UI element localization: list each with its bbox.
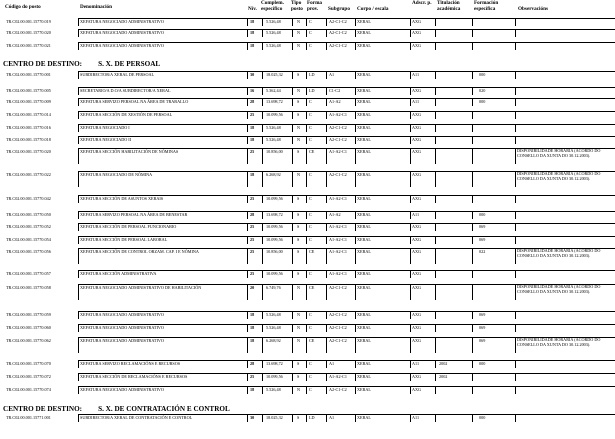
cell-subgrupo: A2-C1-C2 bbox=[329, 30, 347, 35]
table-row bbox=[0, 171, 615, 187]
cell-forma: C bbox=[309, 312, 312, 317]
cell-observacions: DISPOÑIBILIDADE HORARIA (ACORDO DO CONSELLO DA XUNTA DO 30.12.2003). bbox=[517, 248, 601, 258]
cell-adscripcion: AXG bbox=[412, 125, 422, 130]
cell-corpo: XERAL bbox=[357, 312, 371, 317]
cell-corpo: XERAL bbox=[357, 137, 371, 142]
cell-tipo: N bbox=[297, 338, 301, 343]
cell-denominacion: XEFATURA SECCIÓN DE ASUNTOS XERAIS bbox=[80, 196, 164, 201]
cell-observacions: DISPOÑIBILIDADE HORARIA (ACORDO DO CONSELLO DA XUNTA DO 30.12.2003). bbox=[517, 171, 601, 181]
header-formacion: Formación específica bbox=[474, 0, 499, 12]
cell-forma: CE bbox=[309, 285, 315, 290]
cell-subgrupo: A1-A2-C1 bbox=[329, 149, 347, 154]
section-name: S. X. DE PERSOAL bbox=[98, 60, 161, 68]
table-row bbox=[0, 248, 615, 264]
cell-codigo: TR.C02.00.001.15770.056 bbox=[6, 249, 51, 254]
cell-nivel: 28 bbox=[250, 361, 255, 366]
table-row bbox=[0, 211, 615, 219]
cell-subgrupo: A1-A2-C1 bbox=[329, 112, 347, 117]
cell-denominacion: XEFATURA NEGOCIADO ADMINISTRATIVO bbox=[80, 387, 164, 392]
cell-subgrupo: A2-C1-C2 bbox=[329, 338, 347, 343]
table-row bbox=[0, 324, 615, 332]
cell-corpo: XERAL bbox=[357, 196, 371, 201]
cell-nivel: 18 bbox=[250, 137, 255, 142]
cell-subgrupo: A2-C1-C2 bbox=[329, 43, 347, 48]
cell-nivel: 18 bbox=[250, 30, 255, 35]
cell-complemento: 5.526,48 bbox=[266, 19, 281, 24]
cell-subgrupo: A2-C1-C2 bbox=[329, 285, 347, 290]
cell-tipo: N bbox=[297, 137, 301, 142]
cell-subgrupo: A1-A2 bbox=[329, 99, 341, 104]
cell-subgrupo: A1 bbox=[329, 415, 335, 420]
table-row bbox=[0, 236, 615, 244]
cell-complemento: 10.099,56 bbox=[266, 271, 283, 276]
section-heading bbox=[3, 60, 160, 68]
cell-formacion: 000 bbox=[479, 415, 486, 420]
cell-denominacion: XEFATURA SECCIÓN DE PERSOAL LABORAL bbox=[80, 237, 168, 242]
cell-codigo: TR.C02.00.001.15770.059 bbox=[6, 312, 51, 317]
table-row bbox=[0, 270, 615, 278]
cell-codigo: TR.C02.00.001.15770.054 bbox=[6, 237, 51, 242]
cell-codigo: TR.C02.00.001.15770.062 bbox=[6, 338, 51, 343]
cell-complemento: 5.526,48 bbox=[266, 387, 281, 392]
cell-complemento: 5.362,44 bbox=[266, 88, 281, 93]
cell-complemento: 5.526,48 bbox=[266, 125, 281, 130]
cell-codigo: TR.C02.00.001.15771.001 bbox=[6, 415, 51, 420]
cell-tipo: S bbox=[297, 374, 300, 379]
cell-corpo: XERAL bbox=[357, 387, 371, 392]
cell-codigo: TR.C02.00.001.15770.005 bbox=[6, 88, 51, 93]
cell-complemento: 10.856,00 bbox=[266, 149, 283, 154]
cell-forma: C bbox=[309, 196, 312, 201]
cell-subgrupo: A2-C1-C2 bbox=[329, 125, 347, 130]
cell-adscripcion: AXG bbox=[412, 374, 422, 379]
cell-forma: C bbox=[309, 212, 312, 217]
cell-forma: C bbox=[309, 112, 312, 117]
cell-codigo: TR.C02.00.001.15770.022 bbox=[6, 172, 51, 177]
cell-codigo: TR.C02.00.001.15770.058 bbox=[6, 285, 51, 290]
cell-adscripcion: AXG bbox=[412, 285, 422, 290]
cell-formacion: 069 bbox=[479, 224, 486, 229]
cell-subgrupo: A2-C1-C2 bbox=[329, 19, 347, 24]
header-corpo: Corpo / escala bbox=[357, 6, 389, 12]
cell-denominacion: SECRETARIO/A D.O/A SUBDIRECTOR/A XERAL bbox=[80, 88, 171, 93]
cell-tipo: N bbox=[297, 172, 301, 177]
cell-denominacion: XEFATURA SERVIZO PERSOAL NA ÁREA DE TRABALLO bbox=[80, 99, 189, 104]
cell-tipo: S bbox=[297, 415, 300, 420]
cell-complemento: 18.025,32 bbox=[266, 72, 283, 77]
cell-corpo: XERAL bbox=[357, 72, 371, 77]
table-row bbox=[0, 111, 615, 119]
cell-subgrupo: A1-A2-C1 bbox=[329, 249, 347, 254]
cell-nivel: 25 bbox=[250, 249, 255, 254]
cell-denominacion: XEFATURA SECCIÓN DE PERSOAL FUNCIONARIO bbox=[80, 224, 177, 229]
header-codigo: Código do posto bbox=[5, 4, 41, 10]
cell-tipo: N bbox=[297, 387, 301, 392]
cell-corpo: XERAL bbox=[357, 285, 371, 290]
table-row bbox=[0, 136, 615, 144]
cell-forma: LD bbox=[309, 88, 315, 93]
header-observacions: Observacións bbox=[518, 6, 548, 12]
cell-corpo: XERAL bbox=[357, 338, 371, 343]
cell-corpo: XERAL bbox=[357, 374, 371, 379]
cell-tipo: S bbox=[297, 271, 300, 276]
cell-complemento: 6.268,92 bbox=[266, 338, 281, 343]
cell-denominacion: XEFATURA SECCIÓN HABILITACIÓN DE NÓMINAS bbox=[80, 149, 179, 154]
cell-forma: C bbox=[309, 374, 312, 379]
cell-codigo: TR.C02.00.001.15770.070 bbox=[6, 361, 51, 366]
cell-forma: C bbox=[309, 137, 312, 142]
cell-corpo: XERAL bbox=[357, 149, 371, 154]
table-row bbox=[0, 71, 615, 79]
cell-forma: C bbox=[309, 361, 312, 366]
cell-denominacion: XEFATURA NEGOCIADO ADMINISTRATIVO bbox=[80, 312, 164, 317]
cell-codigo: TR.C02.00.001.15770.052 bbox=[6, 224, 51, 229]
cell-observacions: DISPOÑIBILIDADE HORARIA (ACORDO DO CONSELLO DA XUNTA DO 30.12.2003). bbox=[517, 284, 601, 294]
cell-nivel: 18 bbox=[250, 125, 255, 130]
section-heading bbox=[3, 405, 230, 413]
cell-subgrupo: A2-C1-C2 bbox=[329, 312, 347, 317]
cell-nivel: 25 bbox=[250, 196, 255, 201]
cell-formacion: 069 bbox=[479, 312, 486, 317]
header-complemento: Complem. específico bbox=[261, 0, 284, 12]
cell-subgrupo: A1-A2-C1 bbox=[329, 224, 347, 229]
cell-complemento: 13.698,72 bbox=[266, 361, 283, 366]
table-row bbox=[0, 223, 615, 231]
cell-adscripcion: A11 bbox=[412, 415, 420, 420]
cell-tipo: N bbox=[297, 30, 301, 35]
cell-formacion: 069 bbox=[479, 237, 486, 242]
cell-complemento: 10.099,56 bbox=[266, 196, 283, 201]
cell-adscripcion: A11 bbox=[412, 99, 420, 104]
table-row bbox=[0, 337, 615, 353]
cell-complemento: 6.749,76 bbox=[266, 285, 281, 290]
cell-tipo: S bbox=[297, 72, 300, 77]
cell-nivel: 18 bbox=[250, 387, 255, 392]
cell-observacions: DISPOÑIBILIDADE HORARIA (ACORDO DO CONSELLO DA XUNTA DO 30.12.2003). bbox=[517, 148, 601, 158]
cell-adscripcion: AXG bbox=[412, 325, 422, 330]
cell-adscripcion: AXG bbox=[412, 338, 422, 343]
cell-corpo: XERAL bbox=[357, 172, 371, 177]
cell-tipo: N bbox=[297, 43, 301, 48]
cell-corpo: XERAL bbox=[357, 224, 371, 229]
cell-nivel: 30 bbox=[250, 415, 255, 420]
cell-forma: LD bbox=[309, 72, 315, 77]
table-row bbox=[0, 124, 615, 132]
cell-tipo: S bbox=[297, 361, 300, 366]
cell-tipo: N bbox=[297, 312, 301, 317]
cell-codigo: TR.C02.00.001.15770.020 bbox=[6, 149, 51, 154]
cell-adscripcion: A11 bbox=[412, 72, 420, 77]
cell-denominacion: XEFATURA SERVIZO RECLAMACIÓNS E RECURSOS bbox=[80, 361, 181, 366]
cell-denominacion: XEFATURA NEGOCIADO II bbox=[80, 137, 132, 142]
table-row bbox=[0, 284, 615, 300]
cell-titulacion: 2002 bbox=[439, 361, 448, 366]
cell-forma: C bbox=[309, 387, 312, 392]
cell-codigo: TR.C02.00.001.15770.074 bbox=[6, 387, 51, 392]
cell-tipo: N bbox=[297, 125, 301, 130]
cell-formacion: 000 bbox=[479, 361, 486, 366]
cell-denominacion: XEFATURA SECCIÓN DE CONTROL ORZAM. CAP. I E NÓMINA bbox=[80, 249, 199, 254]
cell-corpo: XERAL bbox=[357, 125, 371, 130]
cell-nivel: 18 bbox=[250, 43, 255, 48]
cell-forma: C bbox=[309, 19, 312, 24]
cell-denominacion: XEFATURA NEGOCIADO ADMINISTRATIVO bbox=[80, 43, 164, 48]
cell-complemento: 5.526,48 bbox=[266, 312, 281, 317]
section-name: S. X. DE CONTRATACIÓN E CONTROL bbox=[98, 405, 230, 413]
cell-nivel: 18 bbox=[250, 338, 255, 343]
cell-tipo: S bbox=[297, 99, 300, 104]
cell-corpo: XERAL bbox=[357, 415, 371, 420]
cell-denominacion: XEFATURA NEGOCIADO ADMINISTRATIVO bbox=[80, 30, 164, 35]
cell-nivel: 25 bbox=[250, 237, 255, 242]
cell-adscripcion: AXG bbox=[412, 19, 422, 24]
cell-adscripcion: AXG bbox=[412, 149, 422, 154]
cell-corpo: XERAL bbox=[357, 43, 371, 48]
cell-denominacion: XEFATURA SECCIÓN DE XESTIÓN DE PERSOAL bbox=[80, 112, 173, 117]
cell-codigo: TR.C02.00.001.15770.072 bbox=[6, 374, 51, 379]
table-row bbox=[0, 98, 615, 106]
cell-nivel: 25 bbox=[250, 112, 255, 117]
cell-complemento: 10.099,56 bbox=[266, 112, 283, 117]
header-tipo: Tipo posto bbox=[291, 0, 303, 12]
cell-denominacion: XEFATURA NEGOCIADO I bbox=[80, 125, 130, 130]
cell-subgrupo: A2-C1-C2 bbox=[329, 387, 347, 392]
cell-nivel: 30 bbox=[250, 72, 255, 77]
cell-denominacion: XEFATURA NEGOCIADO DE NÓMINA bbox=[80, 172, 153, 177]
cell-adscripcion: AXG bbox=[412, 137, 422, 142]
cell-nivel: 25 bbox=[250, 149, 255, 154]
cell-adscripcion: A11 bbox=[412, 212, 420, 217]
cell-adscripcion: AXG bbox=[412, 312, 422, 317]
cell-nivel: 16 bbox=[250, 88, 255, 93]
cell-codigo: TR.C02.00.001.15770.020 bbox=[6, 30, 51, 35]
cell-tipo: N bbox=[297, 285, 301, 290]
cell-codigo: TR.C02.00.001.15770.014 bbox=[6, 112, 51, 117]
cell-adscripcion: AXG bbox=[412, 196, 422, 201]
cell-corpo: XERAL bbox=[357, 30, 371, 35]
cell-nivel: 28 bbox=[250, 99, 255, 104]
table-row bbox=[0, 18, 615, 26]
cell-tipo: S bbox=[297, 149, 300, 154]
table-row bbox=[0, 414, 615, 422]
cell-forma: CE bbox=[309, 249, 315, 254]
cell-denominacion: XEFATURA SECCIÓN DE RECLAMACIÓNS E RECURSOS bbox=[80, 374, 188, 379]
cell-formacion: 069 bbox=[479, 325, 486, 330]
cell-tipo: N bbox=[297, 19, 301, 24]
cell-complemento: 10.099,56 bbox=[266, 374, 283, 379]
cell-complemento: 5.526,48 bbox=[266, 325, 281, 330]
cell-forma: CE bbox=[309, 338, 315, 343]
header-forma: Forma prov. bbox=[307, 0, 322, 12]
cell-adscripcion: AXG bbox=[412, 43, 422, 48]
cell-denominacion: SUBDIRECTOR/A XERAL DE CONTRATACIÓN E CONTROL bbox=[80, 415, 193, 420]
cell-codigo: TR.C02.00.001.15770.001 bbox=[6, 72, 51, 77]
table-row bbox=[0, 42, 615, 50]
cell-codigo: TR.C02.00.001.15770.057 bbox=[6, 271, 51, 276]
header-adscripcion: Adscr. p. bbox=[412, 0, 432, 6]
cell-subgrupo: A1 bbox=[329, 72, 335, 77]
cell-corpo: XERAL bbox=[357, 325, 371, 330]
cell-subgrupo: C1-C2 bbox=[329, 88, 341, 93]
cell-adscripcion: AXG bbox=[412, 224, 422, 229]
cell-subgrupo: A2-C1-C2 bbox=[329, 172, 347, 177]
cell-forma: C bbox=[309, 271, 312, 276]
header-denominacion: Denominación bbox=[80, 4, 112, 10]
cell-denominacion: XEFATURA NEGOCIADO ADMINISTRATIVO bbox=[80, 325, 164, 330]
header-nivel: Nív. bbox=[248, 6, 257, 12]
cell-complemento: 5.526,48 bbox=[266, 137, 281, 142]
cell-tipo: S bbox=[297, 212, 300, 217]
table-row bbox=[0, 373, 615, 381]
cell-tipo: N bbox=[297, 88, 301, 93]
cell-codigo: TR.C02.00.001.15770.042 bbox=[6, 196, 51, 201]
cell-formacion: 000 bbox=[479, 212, 486, 217]
cell-titulacion: 2002 bbox=[439, 374, 448, 379]
section-label: CENTRO DE DESTINO: bbox=[3, 60, 83, 68]
cell-forma: C bbox=[309, 325, 312, 330]
table-row bbox=[0, 386, 615, 394]
cell-complemento: 13.698,72 bbox=[266, 212, 283, 217]
cell-denominacion: XEFATURA NEGOCIADO ADMINISTRATIVO bbox=[80, 338, 164, 343]
cell-adscripcion: AXG bbox=[412, 30, 422, 35]
cell-subgrupo: A1-A2-C1 bbox=[329, 374, 347, 379]
cell-tipo: S bbox=[297, 237, 300, 242]
table-row bbox=[0, 311, 615, 319]
cell-tipo: S bbox=[297, 112, 300, 117]
cell-denominacion: XEFATURA NEGOCIADO ADMINISTRATIVO DE HABILITACIÓN bbox=[80, 285, 202, 290]
cell-subgrupo: A1-A2 bbox=[329, 212, 341, 217]
cell-codigo: TR.C02.00.001.15770.021 bbox=[6, 43, 51, 48]
cell-adscripcion: AXG bbox=[412, 112, 422, 117]
cell-adscripcion: AXG bbox=[412, 172, 422, 177]
cell-subgrupo: A2-C1-C2 bbox=[329, 137, 347, 142]
cell-complemento: 13.698,72 bbox=[266, 99, 283, 104]
cell-adscripcion: AXG bbox=[412, 249, 422, 254]
cell-codigo: TR.C02.00.001.15770.050 bbox=[6, 212, 51, 217]
cell-forma: C bbox=[309, 224, 312, 229]
cell-subgrupo: A1-A2-C1 bbox=[329, 271, 347, 276]
cell-adscripcion: AXG bbox=[412, 88, 422, 93]
cell-complemento: 6.268,92 bbox=[266, 172, 281, 177]
cell-forma: C bbox=[309, 43, 312, 48]
cell-subgrupo: A1-A2-C1 bbox=[329, 237, 347, 242]
cell-forma: LD bbox=[309, 415, 315, 420]
cell-observacions: DISPOÑIBILIDADE HORARIA (ACORDO DO CONSELLO DA XUNTA DO 30.12.2003). bbox=[517, 337, 601, 347]
cell-nivel: 18 bbox=[250, 19, 255, 24]
table-row bbox=[0, 195, 615, 203]
table-row bbox=[0, 87, 615, 95]
cell-tipo: S bbox=[297, 249, 300, 254]
cell-forma: C bbox=[309, 30, 312, 35]
cell-nivel: 25 bbox=[250, 271, 255, 276]
cell-complemento: 10.099,56 bbox=[266, 224, 283, 229]
table-header bbox=[0, 0, 615, 14]
cell-corpo: XERAL bbox=[357, 112, 371, 117]
cell-complemento: 5.526,48 bbox=[266, 43, 281, 48]
cell-nivel: 18 bbox=[250, 172, 255, 177]
cell-codigo: TR.C02.00.001.15770.009 bbox=[6, 99, 51, 104]
cell-nivel: 25 bbox=[250, 224, 255, 229]
cell-denominacion: XEFATURA SECCIÓN ADMINISTRATIVA bbox=[80, 271, 157, 276]
cell-codigo: TR.C02.00.001.15770.060 bbox=[6, 325, 51, 330]
cell-subgrupo: A1-A2-C1 bbox=[329, 196, 347, 201]
cell-denominacion: XEFATURA SERVIZO PERSOAL NA ÁREA DE BENESTAR bbox=[80, 212, 188, 217]
cell-adscripcion: AXG bbox=[412, 387, 422, 392]
cell-complemento: 5.526,48 bbox=[266, 30, 281, 35]
cell-codigo: TR.C02.00.001.15770.016 bbox=[6, 125, 51, 130]
table-row bbox=[0, 148, 615, 164]
cell-nivel: 28 bbox=[250, 212, 255, 217]
table-row bbox=[0, 360, 615, 368]
cell-subgrupo: A2-C1-C2 bbox=[329, 325, 347, 330]
cell-forma: C bbox=[309, 125, 312, 130]
cell-nivel: 18 bbox=[250, 325, 255, 330]
cell-formacion: 022 bbox=[479, 249, 486, 254]
cell-complemento: 18.025,32 bbox=[266, 415, 283, 420]
cell-denominacion: XEFATURA NEGOCIADO ADMINISTRATIVO bbox=[80, 19, 164, 24]
cell-nivel: 18 bbox=[250, 312, 255, 317]
cell-nivel: 25 bbox=[250, 374, 255, 379]
table-row bbox=[0, 29, 615, 37]
cell-tipo: S bbox=[297, 224, 300, 229]
cell-nivel: 20 bbox=[250, 285, 255, 290]
cell-formacion: 020 bbox=[479, 88, 486, 93]
cell-adscripcion: AXG bbox=[412, 271, 422, 276]
cell-formacion: 069 bbox=[479, 338, 486, 343]
cell-tipo: S bbox=[297, 196, 300, 201]
cell-formacion: 000 bbox=[479, 99, 486, 104]
cell-complemento: 10.099,56 bbox=[266, 237, 283, 242]
cell-corpo: XERAL bbox=[357, 19, 371, 24]
cell-complemento: 10.856,00 bbox=[266, 249, 283, 254]
cell-corpo: XERAL bbox=[357, 361, 371, 366]
cell-corpo: XERAL bbox=[357, 249, 371, 254]
cell-forma: C bbox=[309, 172, 312, 177]
cell-tipo: N bbox=[297, 325, 301, 330]
cell-codigo: TR.C02.00.001.15770.019 bbox=[6, 19, 51, 24]
cell-adscripcion: A11 bbox=[412, 361, 420, 366]
cell-corpo: XERAL bbox=[357, 99, 371, 104]
cell-forma: C bbox=[309, 237, 312, 242]
cell-corpo: XERAL bbox=[357, 237, 371, 242]
cell-denominacion: SUBDIRECTOR/A XERAL DE PERSOAL bbox=[80, 72, 155, 77]
cell-forma: CE bbox=[309, 149, 315, 154]
section-label: CENTRO DE DESTINO: bbox=[3, 405, 83, 413]
cell-corpo: XERAL bbox=[357, 212, 371, 217]
cell-corpo: XERAL bbox=[357, 271, 371, 276]
cell-forma: C bbox=[309, 99, 312, 104]
header-titulacion: Titulación académica bbox=[437, 0, 461, 12]
cell-corpo: XERAL bbox=[357, 88, 371, 93]
cell-adscripcion: AXG bbox=[412, 237, 422, 242]
cell-codigo: TR.C02.00.001.15770.018 bbox=[6, 137, 51, 142]
cell-subgrupo: A1 bbox=[329, 361, 335, 366]
cell-formacion: 000 bbox=[479, 72, 486, 77]
header-subgrupo: Subgrupo bbox=[328, 6, 350, 12]
